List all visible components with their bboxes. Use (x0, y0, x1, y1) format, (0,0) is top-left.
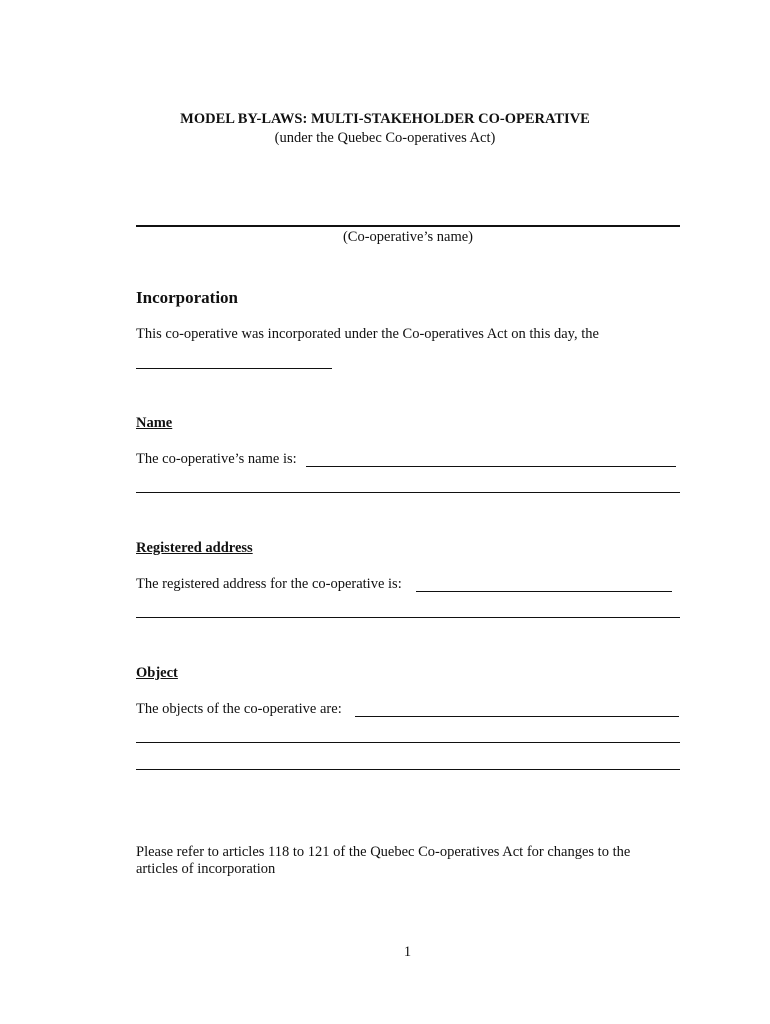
footer-note-line-2: articles of incorporation (136, 861, 276, 877)
document-subtitle: (under the Quebec Co-operatives Act) (274, 130, 496, 146)
registered-address-blank-2[interactable] (136, 617, 680, 618)
incorporation-text: This co-operative was incorporated under the Co-operatives Act on this day, the (136, 326, 599, 342)
name-heading: Name (136, 415, 173, 431)
footer-note-line-1: Please refer to articles 118 to 121 of the Quebec Co-operatives Act for changes to the (136, 844, 631, 860)
registered-address-text: The registered address for the co-operative is: (136, 576, 402, 592)
name-blank-2[interactable] (136, 492, 680, 493)
registered-address-blank-1[interactable] (416, 591, 672, 592)
document-title: MODEL BY-LAWS: MULTI-STAKEHOLDER CO-OPERATIVE (180, 111, 590, 127)
object-blank-2[interactable] (136, 742, 680, 743)
incorporation-heading: Incorporation (136, 288, 238, 307)
object-blank-3[interactable] (136, 769, 680, 770)
incorporation-date-blank[interactable] (136, 368, 332, 369)
object-blank-1[interactable] (355, 716, 679, 717)
name-blank-1[interactable] (306, 466, 676, 467)
object-heading: Object (136, 665, 178, 681)
name-text: The co-operative’s name is: (136, 451, 297, 467)
object-text: The objects of the co-operative are: (136, 701, 342, 717)
cooperative-name-line[interactable] (136, 225, 680, 227)
registered-address-heading: Registered address (136, 540, 253, 556)
page-number: 1 (403, 944, 412, 960)
cooperative-name-caption: (Co-operative’s name) (342, 229, 474, 245)
